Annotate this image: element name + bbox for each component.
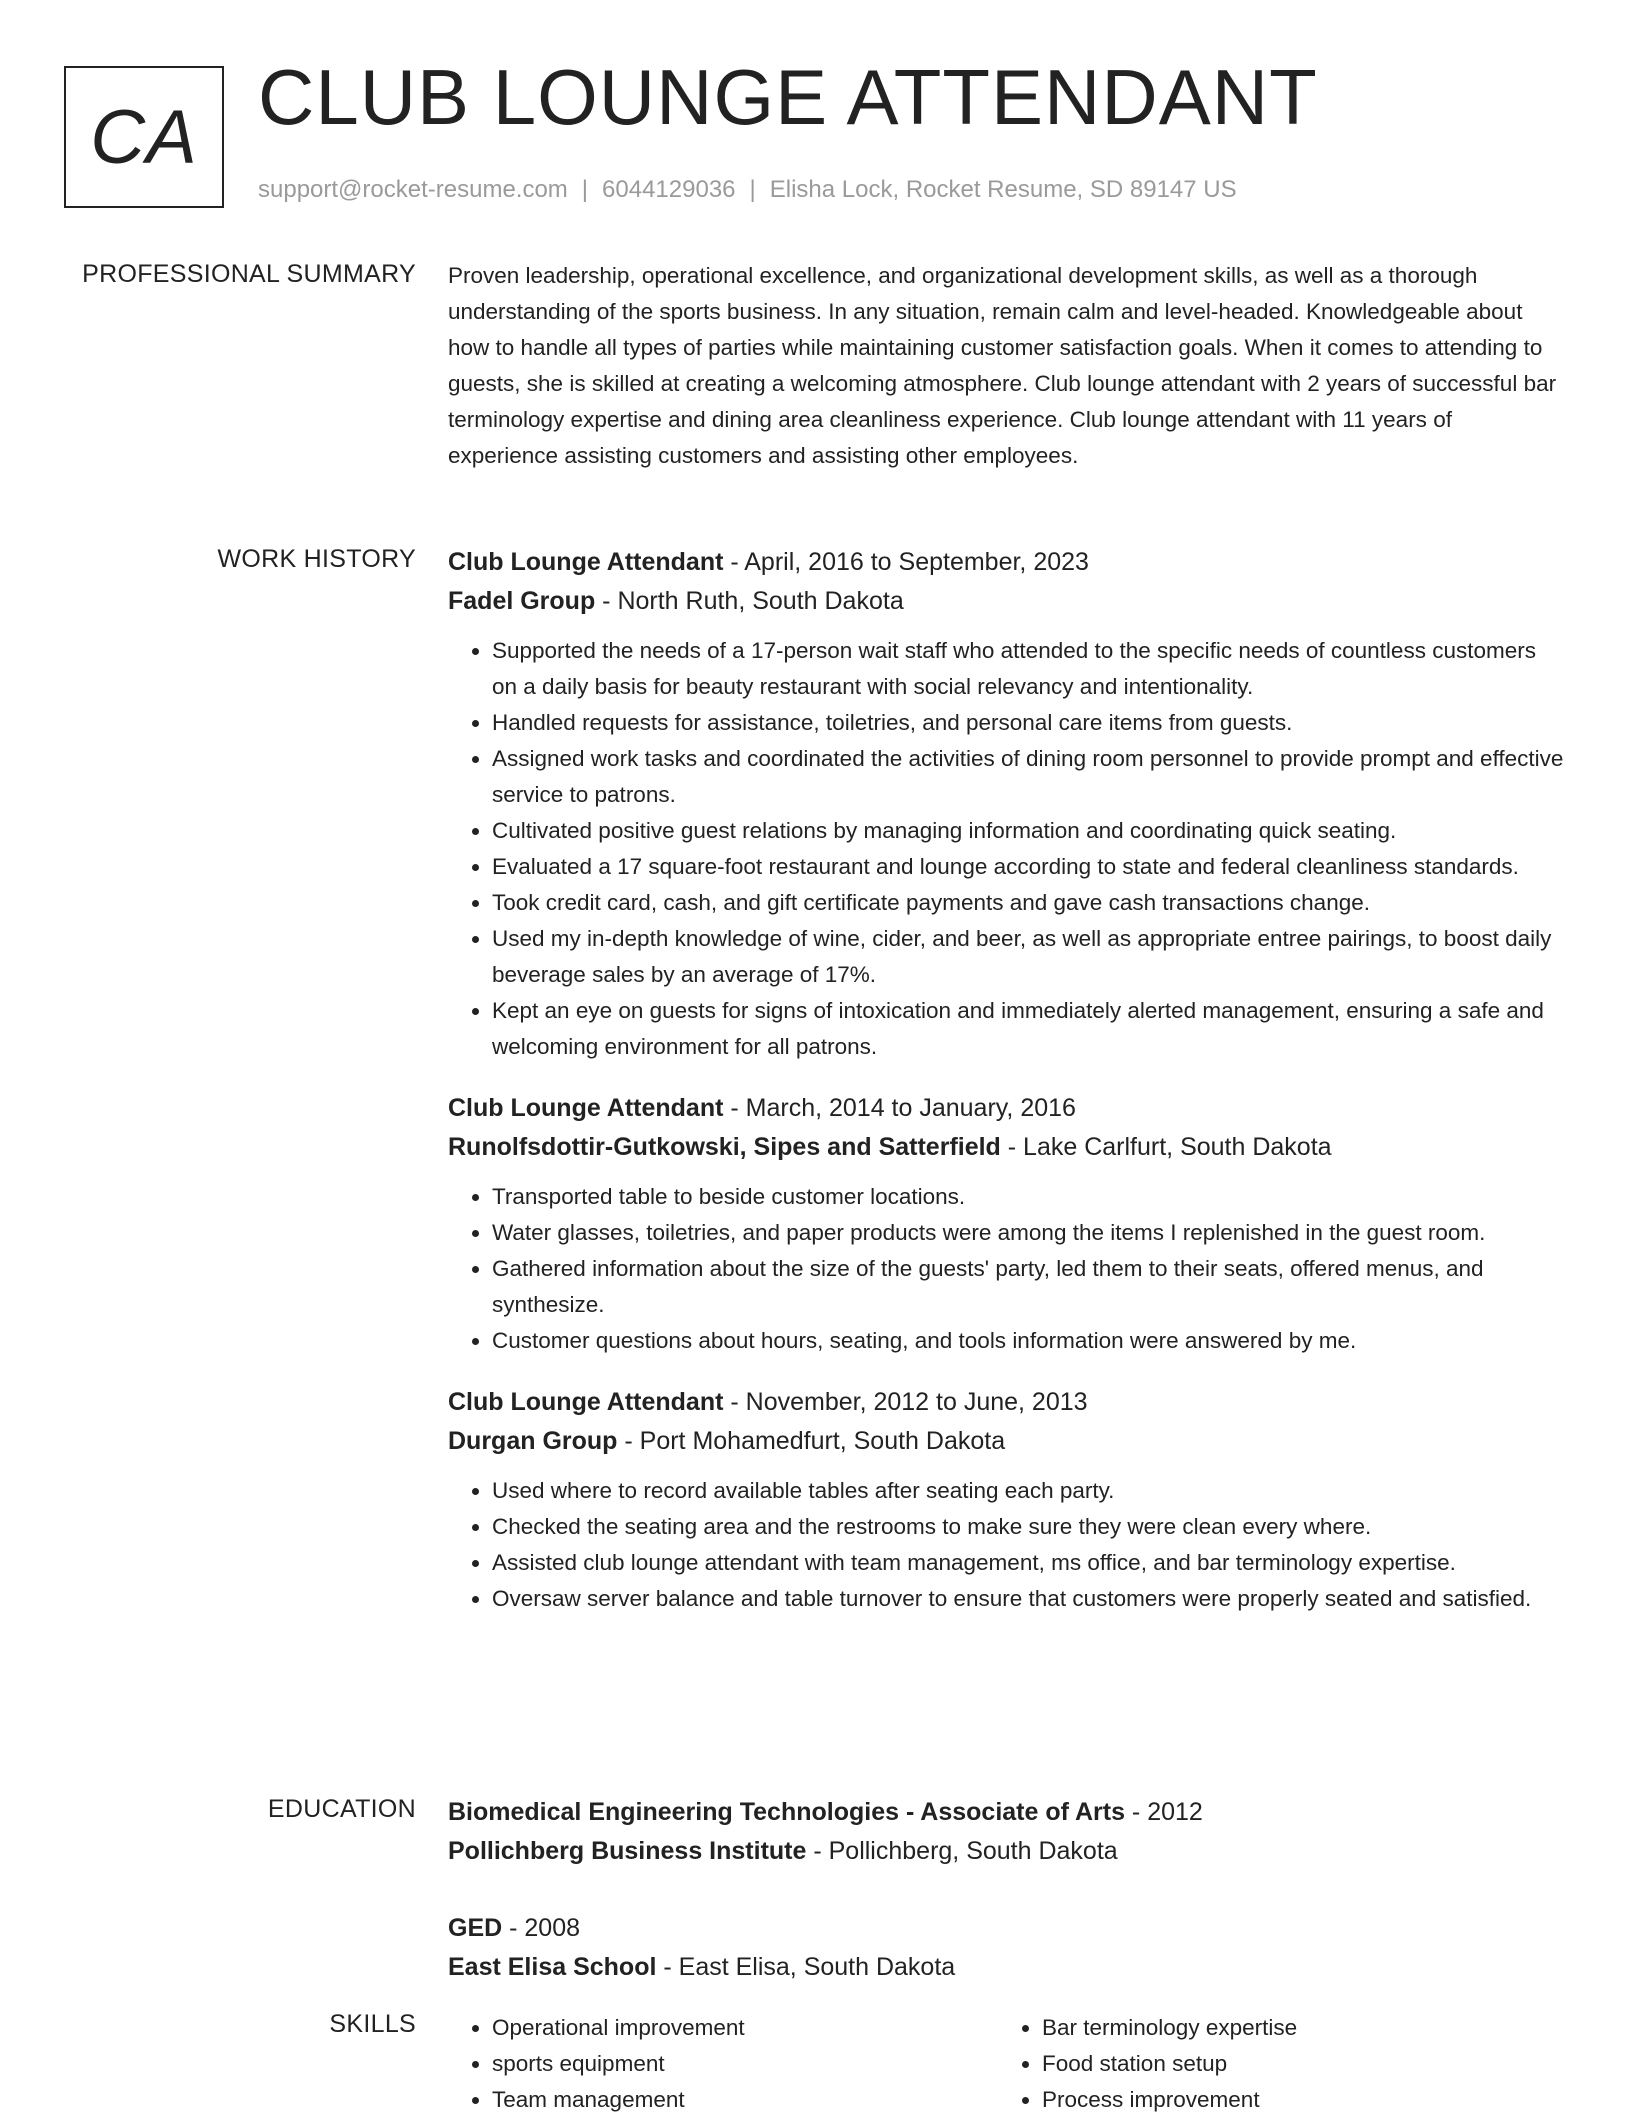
summary-body: [448, 258, 1566, 474]
education-year: - 2012: [1124, 1798, 1203, 1826]
job-title-line: [448, 543, 1566, 582]
job-entry: [448, 543, 1566, 1065]
job-bullet: • Assigned work tasks and coordinated the activities of dining room personnel to provide prompt and effective service to patrons.: [492, 741, 1566, 813]
job-bullet-list: [448, 1179, 1566, 1359]
skill-item: • Team management: [492, 2082, 998, 2118]
job-entry: [448, 1383, 1566, 1617]
skill-item: • Food station setup: [1042, 2046, 1548, 2082]
job-bullet: • Used where to record available tables after seating each party.: [492, 1473, 1566, 1509]
job-bullet: • Cultivated positive guest relations by managing information and coordinating quick seating.: [492, 813, 1566, 849]
job-company-line: [448, 582, 1566, 621]
section-heading-summary: PROFESSIONAL SUMMARY: [82, 260, 416, 288]
job-company-line: [448, 1422, 1566, 1461]
job-title-line: [448, 1089, 1566, 1128]
skill-item: • Operational improvement: [492, 2010, 998, 2046]
contact-phone[interactable]: 6044129036: [602, 176, 736, 203]
job-bullet: • Evaluated a 17 square-foot restaurant and lounge according to state and federal cleanliness standards.: [492, 849, 1566, 885]
contact-line: [258, 176, 1237, 204]
job-location: - Lake Carlfurt, South Dakota: [1000, 1133, 1332, 1161]
education-school: East Elisa School: [448, 1953, 657, 1981]
job-company-line: [448, 1128, 1566, 1167]
education-body: [448, 1793, 1566, 2025]
skill-item: • Bar terminology expertise: [1042, 2010, 1548, 2046]
section-heading-skills: SKILLS: [329, 2010, 416, 2038]
job-bullet: • Supported the needs of a 17-person wait staff who attended to the specific needs of countless customers on a daily basis for beauty restaurant with social relevancy and intentionality.: [492, 633, 1566, 705]
job-title: Club Lounge Attendant: [448, 1094, 724, 1122]
job-dates: - April, 2016 to September, 2023: [723, 548, 1089, 576]
work-history-body: [448, 543, 1566, 1641]
education-entry: [448, 1909, 1566, 1987]
job-title: Club Lounge Attendant: [448, 1388, 724, 1416]
skills-columns: [448, 2010, 1566, 2118]
education-entry: [448, 1793, 1566, 1871]
job-bullet: • Water glasses, toiletries, and paper products were among the items I replenished in the guest room.: [492, 1215, 1566, 1251]
job-bullet: • Took credit card, cash, and gift certificate payments and gave cash transactions change.: [492, 885, 1566, 921]
job-entry: [448, 1089, 1566, 1359]
job-dates: - November, 2012 to June, 2013: [723, 1388, 1088, 1416]
job-bullet-list: [448, 1473, 1566, 1617]
education-school-line: [448, 1832, 1566, 1871]
monogram-badge: [64, 66, 224, 208]
contact-address: Elisha Lock, Rocket Resume, SD 89147 US: [769, 176, 1237, 203]
contact-separator: |: [749, 176, 756, 203]
job-bullet: • Kept an eye on guests for signs of intoxication and immediately alerted management, ensuring a safe and welcoming environment for all patrons.: [492, 993, 1566, 1065]
section-heading-education: EDUCATION: [267, 1795, 416, 1823]
job-bullet: • Handled requests for assistance, toiletries, and personal care items from guests.: [492, 705, 1566, 741]
job-bullet: • Transported table to beside customer locations.: [492, 1179, 1566, 1215]
skill-item: • sports equipment: [492, 2046, 998, 2082]
skills-list-right: [998, 2010, 1548, 2118]
monogram-initials: CA: [90, 94, 198, 180]
education-location: - East Elisa, South Dakota: [656, 1953, 956, 1981]
education-degree-line: [448, 1793, 1566, 1832]
education-school: Pollichberg Business Institute: [448, 1837, 807, 1865]
education-degree: Biomedical Engineering Technologies - Associate of Arts: [448, 1798, 1125, 1826]
education-school-line: [448, 1948, 1566, 1987]
job-company: Runolfsdottir-Gutkowski, Sipes and Satterfield: [448, 1133, 1001, 1161]
education-location: - Pollichberg, South Dakota: [806, 1837, 1118, 1865]
job-title-line: [448, 1383, 1566, 1422]
section-heading-work-history: WORK HISTORY: [217, 545, 416, 573]
job-bullet: • Checked the seating area and the restrooms to make sure they were clean every where.: [492, 1509, 1566, 1545]
job-company: Fadel Group: [448, 587, 596, 615]
job-bullet-list: [448, 633, 1566, 1065]
job-location: - North Ruth, South Dakota: [595, 587, 904, 615]
skill-item: • Process improvement: [1042, 2082, 1548, 2118]
job-bullet: • Customer questions about hours, seating, and tools information were answered by me.: [492, 1323, 1566, 1359]
contact-email[interactable]: support@rocket-resume.com: [258, 176, 568, 203]
education-degree-line: [448, 1909, 1566, 1948]
education-year: - 2008: [502, 1914, 581, 1942]
summary-text: Proven leadership, operational excellence, and organizational development skills, as well as a thorough understanding of the sports business. In any situation, remain calm and level-headed. Knowledgeable about how to handle all types of parties while maintaining customer satisfaction goals. When it comes to attending to guests, she is skilled at creating a welcoming atmosphere. Club lounge attendant with 2 years of successful bar terminology expertise and dining area cleanliness experience. Club lounge attendant with 11 years of experience assisting customers and assisting other employees.: [448, 263, 1557, 468]
job-bullet: • Oversaw server balance and table turnover to ensure that customers were properly seated and satisfied.: [492, 1581, 1566, 1617]
skills-body: [448, 2010, 1566, 2118]
resume-title: CLUB LOUNGE ATTENDANT: [258, 53, 1318, 141]
contact-separator: |: [581, 176, 589, 203]
job-bullet: • Used my in-depth knowledge of wine, cider, and beer, as well as appropriate entree pairings, to boost daily beverage sales by an average of 17%.: [492, 921, 1566, 993]
job-company: Durgan Group: [448, 1427, 618, 1455]
job-title: Club Lounge Attendant: [448, 548, 724, 576]
skills-list-left: [448, 2010, 998, 2118]
job-bullet: • Assisted club lounge attendant with team management, ms office, and bar terminology expertise.: [492, 1545, 1566, 1581]
job-dates: - March, 2014 to January, 2016: [723, 1094, 1076, 1122]
education-degree: GED: [448, 1914, 503, 1942]
job-bullet: • Gathered information about the size of the guests' party, led them to their seats, offered menus, and synthesize.: [492, 1251, 1566, 1323]
job-location: - Port Mohamedfurt, South Dakota: [617, 1427, 1006, 1455]
